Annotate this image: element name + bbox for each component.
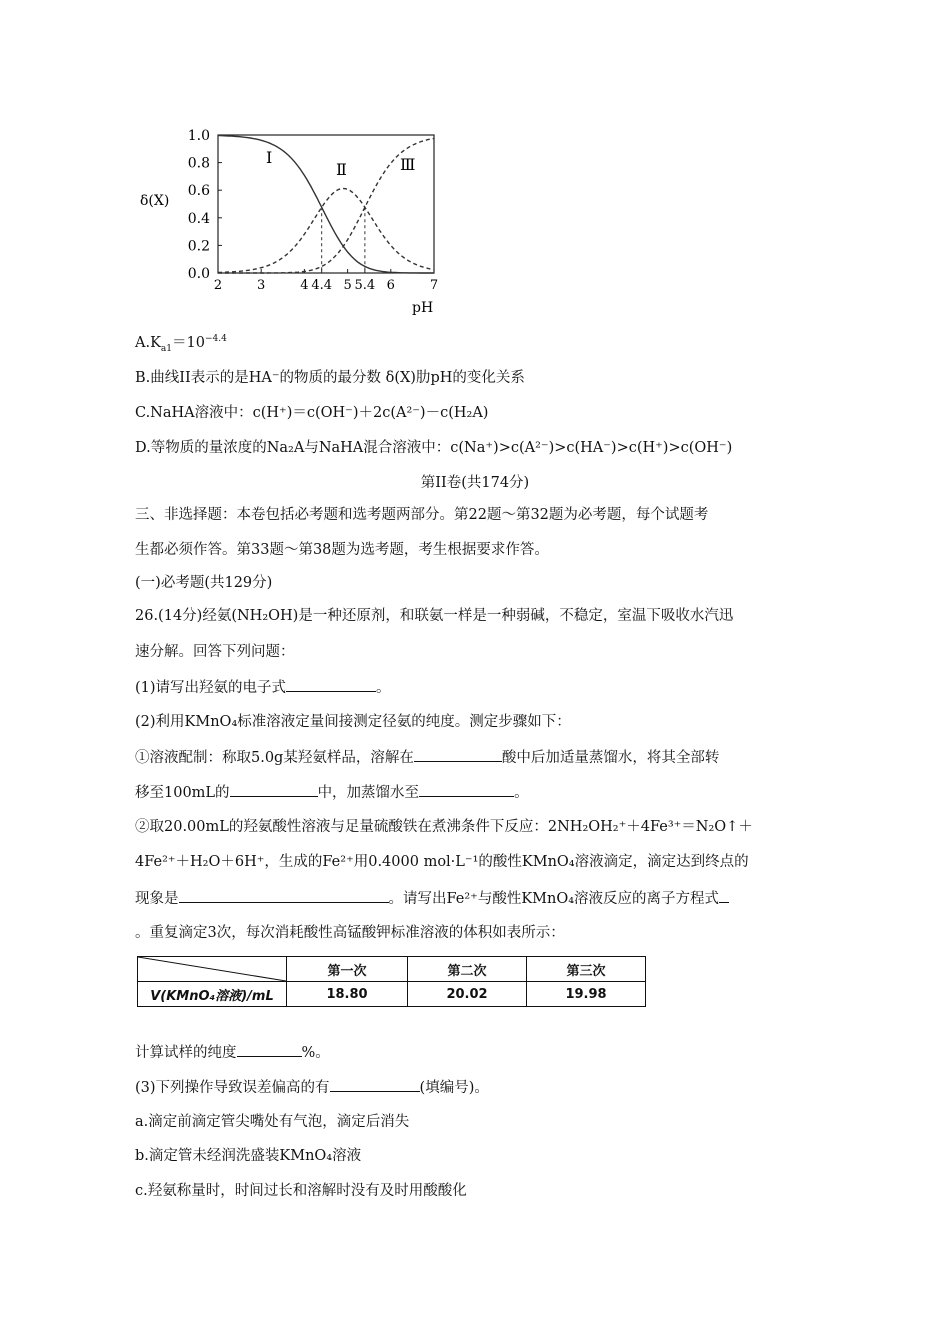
diagonal-line [138,957,286,981]
answer-blank[interactable] [230,782,318,797]
y-tick-label: 1.0 [187,128,210,144]
section-title: 第II卷(共174分) [420,475,530,491]
option-a: $A.K_{a1}=10^{-4.4}$ [135,334,227,354]
part3-line2: 生都必须作答。第33题～第38题为选考题，考生根据要求作答。 [135,542,549,558]
table-cell: 18.80 [287,982,408,1007]
answer-blank[interactable] [237,1042,302,1057]
q26-option-a: a.滴定前滴定管尖嘴处有气泡，滴定后消失 [135,1114,410,1130]
answer-blank[interactable] [330,1077,420,1092]
x-tick-label: 2 [213,278,223,293]
table-header: 第一次 [287,957,408,982]
x-tick-label: 5.4 [354,278,376,293]
y-tick-label: 0.6 [187,183,210,200]
row-label: V(KMnO₄溶液)/mL [138,982,287,1007]
answer-blank[interactable] [179,888,389,903]
option-d: D.等物质的量浓度的Na₂A与NaHA混合溶液中：c(Na⁺)>c(A²⁻)>c(HA⁻)>c(H⁺)>c(OH⁻) [135,440,733,456]
x-tick-label: 6 [386,278,395,293]
y-tick-label: 0.2 [187,238,210,255]
option-c: C.NaHA溶液中：c(H⁺)＝c(OH⁻)＋2c(A²⁻)－c(H₂A) [135,405,489,421]
table-cell: 19.98 [527,982,646,1007]
q26-option-b: b.滴定管未经润洗盛装KMnO₄溶液 [135,1148,362,1164]
distribution-chart [140,115,450,325]
q26-step6: 。重复滴定3次，每次消耗酸性高锰酸钾标准溶液的体积如表所示： [135,925,565,941]
x-axis-label: pH [412,300,434,316]
curve-label-3: Ⅲ [400,155,416,174]
curve-label-2: Ⅱ [336,160,347,179]
y-tick-label: 0.0 [187,266,210,282]
q26-option-c: c.羟氨称量时，时间过长和溶解时没有及时用酸酸化 [135,1183,467,1199]
series-line-2 [218,189,434,273]
titration-table [137,956,646,1007]
table-header: 第二次 [408,957,527,982]
x-tick-label: 5 [343,278,352,293]
answer-blank[interactable] [419,782,514,797]
x-tick-label: 4 [300,278,309,293]
diagonal-cell [138,957,287,982]
q26-part1: (1)请写出羟氨的电子式 。 [135,677,391,698]
y-tick-label: 0.8 [187,155,210,172]
part3-subtitle: (一)必考题(共129分) [135,575,273,591]
q26-step4: 4Fe²⁺＋H₂O＋6H⁺，生成的Fe²⁺用0.4000 mol·L⁻¹的酸性KMnO₄溶液滴定，滴定达到终点的 [135,854,749,870]
x-tick-label: 4.4 [311,278,333,293]
q26-step2: 移至100mL的 中，加蒸馏水至 。 [135,782,529,803]
answer-blank[interactable] [286,677,376,692]
q26-part3: (3)下列操作导致误差偏高的有 (填编号)。 [135,1077,489,1098]
q26-intro2: 速分解。回答下列问题： [135,644,295,660]
part3-line1: 三、非选择题：本卷包括必考题和选考题两部分。第22题～第32题为必考题，每个试题考 [135,507,709,523]
q26-calc: 计算试样的纯度 %。 [135,1042,330,1063]
y-axis-ticks [188,128,222,282]
q26-part2: (2)利用KMnO₄标准溶液定量间接测定径氨的纯度。测定步骤如下： [135,714,571,730]
q26-intro1: 26.(14分)经氨(NH₂OH)是一种还原剂，和联氨一样是一种弱碱，不稳定，室温下吸收水汽迅 [135,608,734,624]
answer-blank[interactable] [414,747,502,762]
q26-step3: ②取20.00mL的羟氨酸性溶液与足量硫酸铁在煮沸条件下反应：2NH₂OH₂⁺＋4Fe³⁺＝N₂O↑＋ [135,819,753,835]
table-header: 第三次 [527,957,646,982]
table-cell: 20.02 [408,982,527,1007]
table-row [138,982,646,1007]
y-tick-label: 0.4 [187,210,210,227]
q26-step5: 现象是 。请写出Fe²⁺与酸性KMnO₄溶液反应的离子方程式 [135,888,729,909]
x-tick-label: 7 [429,278,439,293]
answer-blank[interactable] [719,888,729,903]
y-axis-label: δ(X) [140,193,170,209]
curve-label-1: Ⅰ [266,148,273,167]
q26-step1: ①溶液配制：称取5.0g某羟氨样品，溶解在 酸中后加适量蒸馏水，将其全部转 [135,747,719,768]
option-b: B.曲线II表示的是HA⁻的物质的最分数 δ(X)肋pH的变化关系 [135,370,525,386]
table-header-row [138,957,646,982]
x-tick-label: 3 [257,278,266,293]
